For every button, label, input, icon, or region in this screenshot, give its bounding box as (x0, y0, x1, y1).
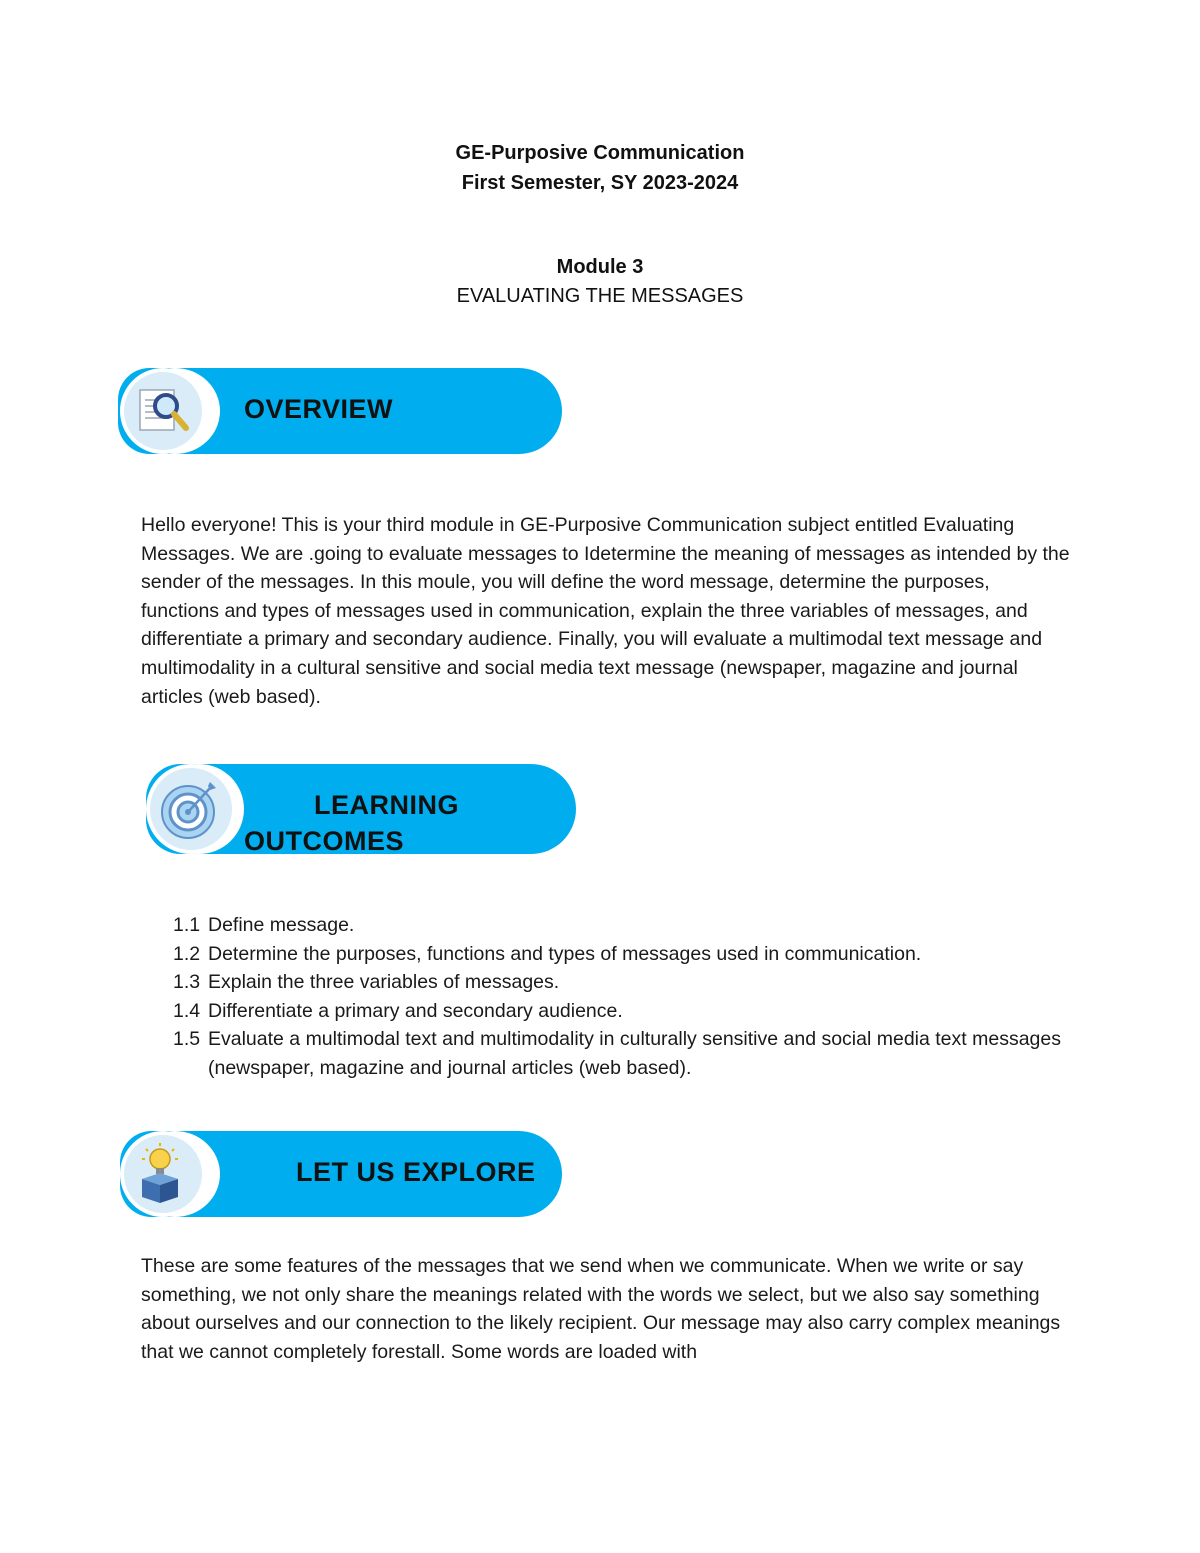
list-item (140, 968, 1080, 997)
item-text: Define message. (208, 914, 355, 936)
item-number: 1.5 (173, 1028, 201, 1051)
explore-body: These are some features of the messages that we send when we communicate. When we write or say something, we not only share the meanings related with the words we select, but we also say something about ourselves and our connection to the likely recipient. Our message may also carry complex meanings that we cannot completely forestall. Some words are loaded with (141, 1255, 1061, 1363)
item-text: Determine the purposes, functions and types of messages used in communication. (208, 942, 922, 965)
module-number: Module 3 (556, 256, 644, 278)
course-title: GE-Purposive Communication (455, 142, 745, 164)
item-number: 1.3 (173, 971, 201, 994)
explore-title: LET US EXPLORE (296, 1157, 536, 1187)
learning-outcomes-banner (146, 764, 576, 854)
target-icon (158, 776, 224, 842)
item-text: Explain the three variables of messages. (208, 971, 560, 994)
item-number: 1.1 (173, 914, 201, 936)
item-number: 1.4 (173, 999, 201, 1022)
overview-paragraph (141, 511, 1071, 711)
outcomes-list (140, 911, 1080, 1083)
magnifier-icon (136, 384, 196, 440)
learning-outcomes-title-line2: OUTCOMES (244, 826, 405, 856)
semester-label: First Semester, SY 2023-2024 (461, 172, 739, 194)
overview-title: OVERVIEW (244, 394, 394, 424)
list-item (140, 997, 1080, 1026)
module-title: EVALUATING THE MESSAGES (456, 285, 744, 307)
list-item (140, 911, 1080, 940)
item-number: 1.2 (173, 942, 201, 965)
learning-outcomes-title-line1: LEARNING (314, 790, 459, 820)
list-item (140, 1025, 1080, 1082)
explore-paragraph (141, 1252, 1071, 1366)
list-item (140, 940, 1080, 969)
overview-body: Hello everyone! This is your third module in GE-Purposive Communication subject entitled Evaluating Messages. We are .going to evaluate messages to Idetermine the meaning of messages as intended by the sender of the messages. In this moule, you will define the word message, determine the purposes, functions and types of messages used in communication, explain the three variables of messages, and differentiate a primary and secondary audience. Finally, you will evaluate a multimodal text message and multimodality in a cultural sensitive and social media text message (newspaper, magazine and journal articles (web based). (141, 514, 1070, 708)
explore-banner (120, 1131, 562, 1217)
item-text: Evaluate a multimodal text and multimodality in culturally sensitive and social media text messages (newspaper, magazine and journal articles (web based). (208, 1028, 1061, 1079)
item-text: Differentiate a primary and secondary audience. (208, 999, 623, 1022)
overview-banner (118, 368, 562, 454)
lightbulb-box-icon (134, 1141, 192, 1205)
